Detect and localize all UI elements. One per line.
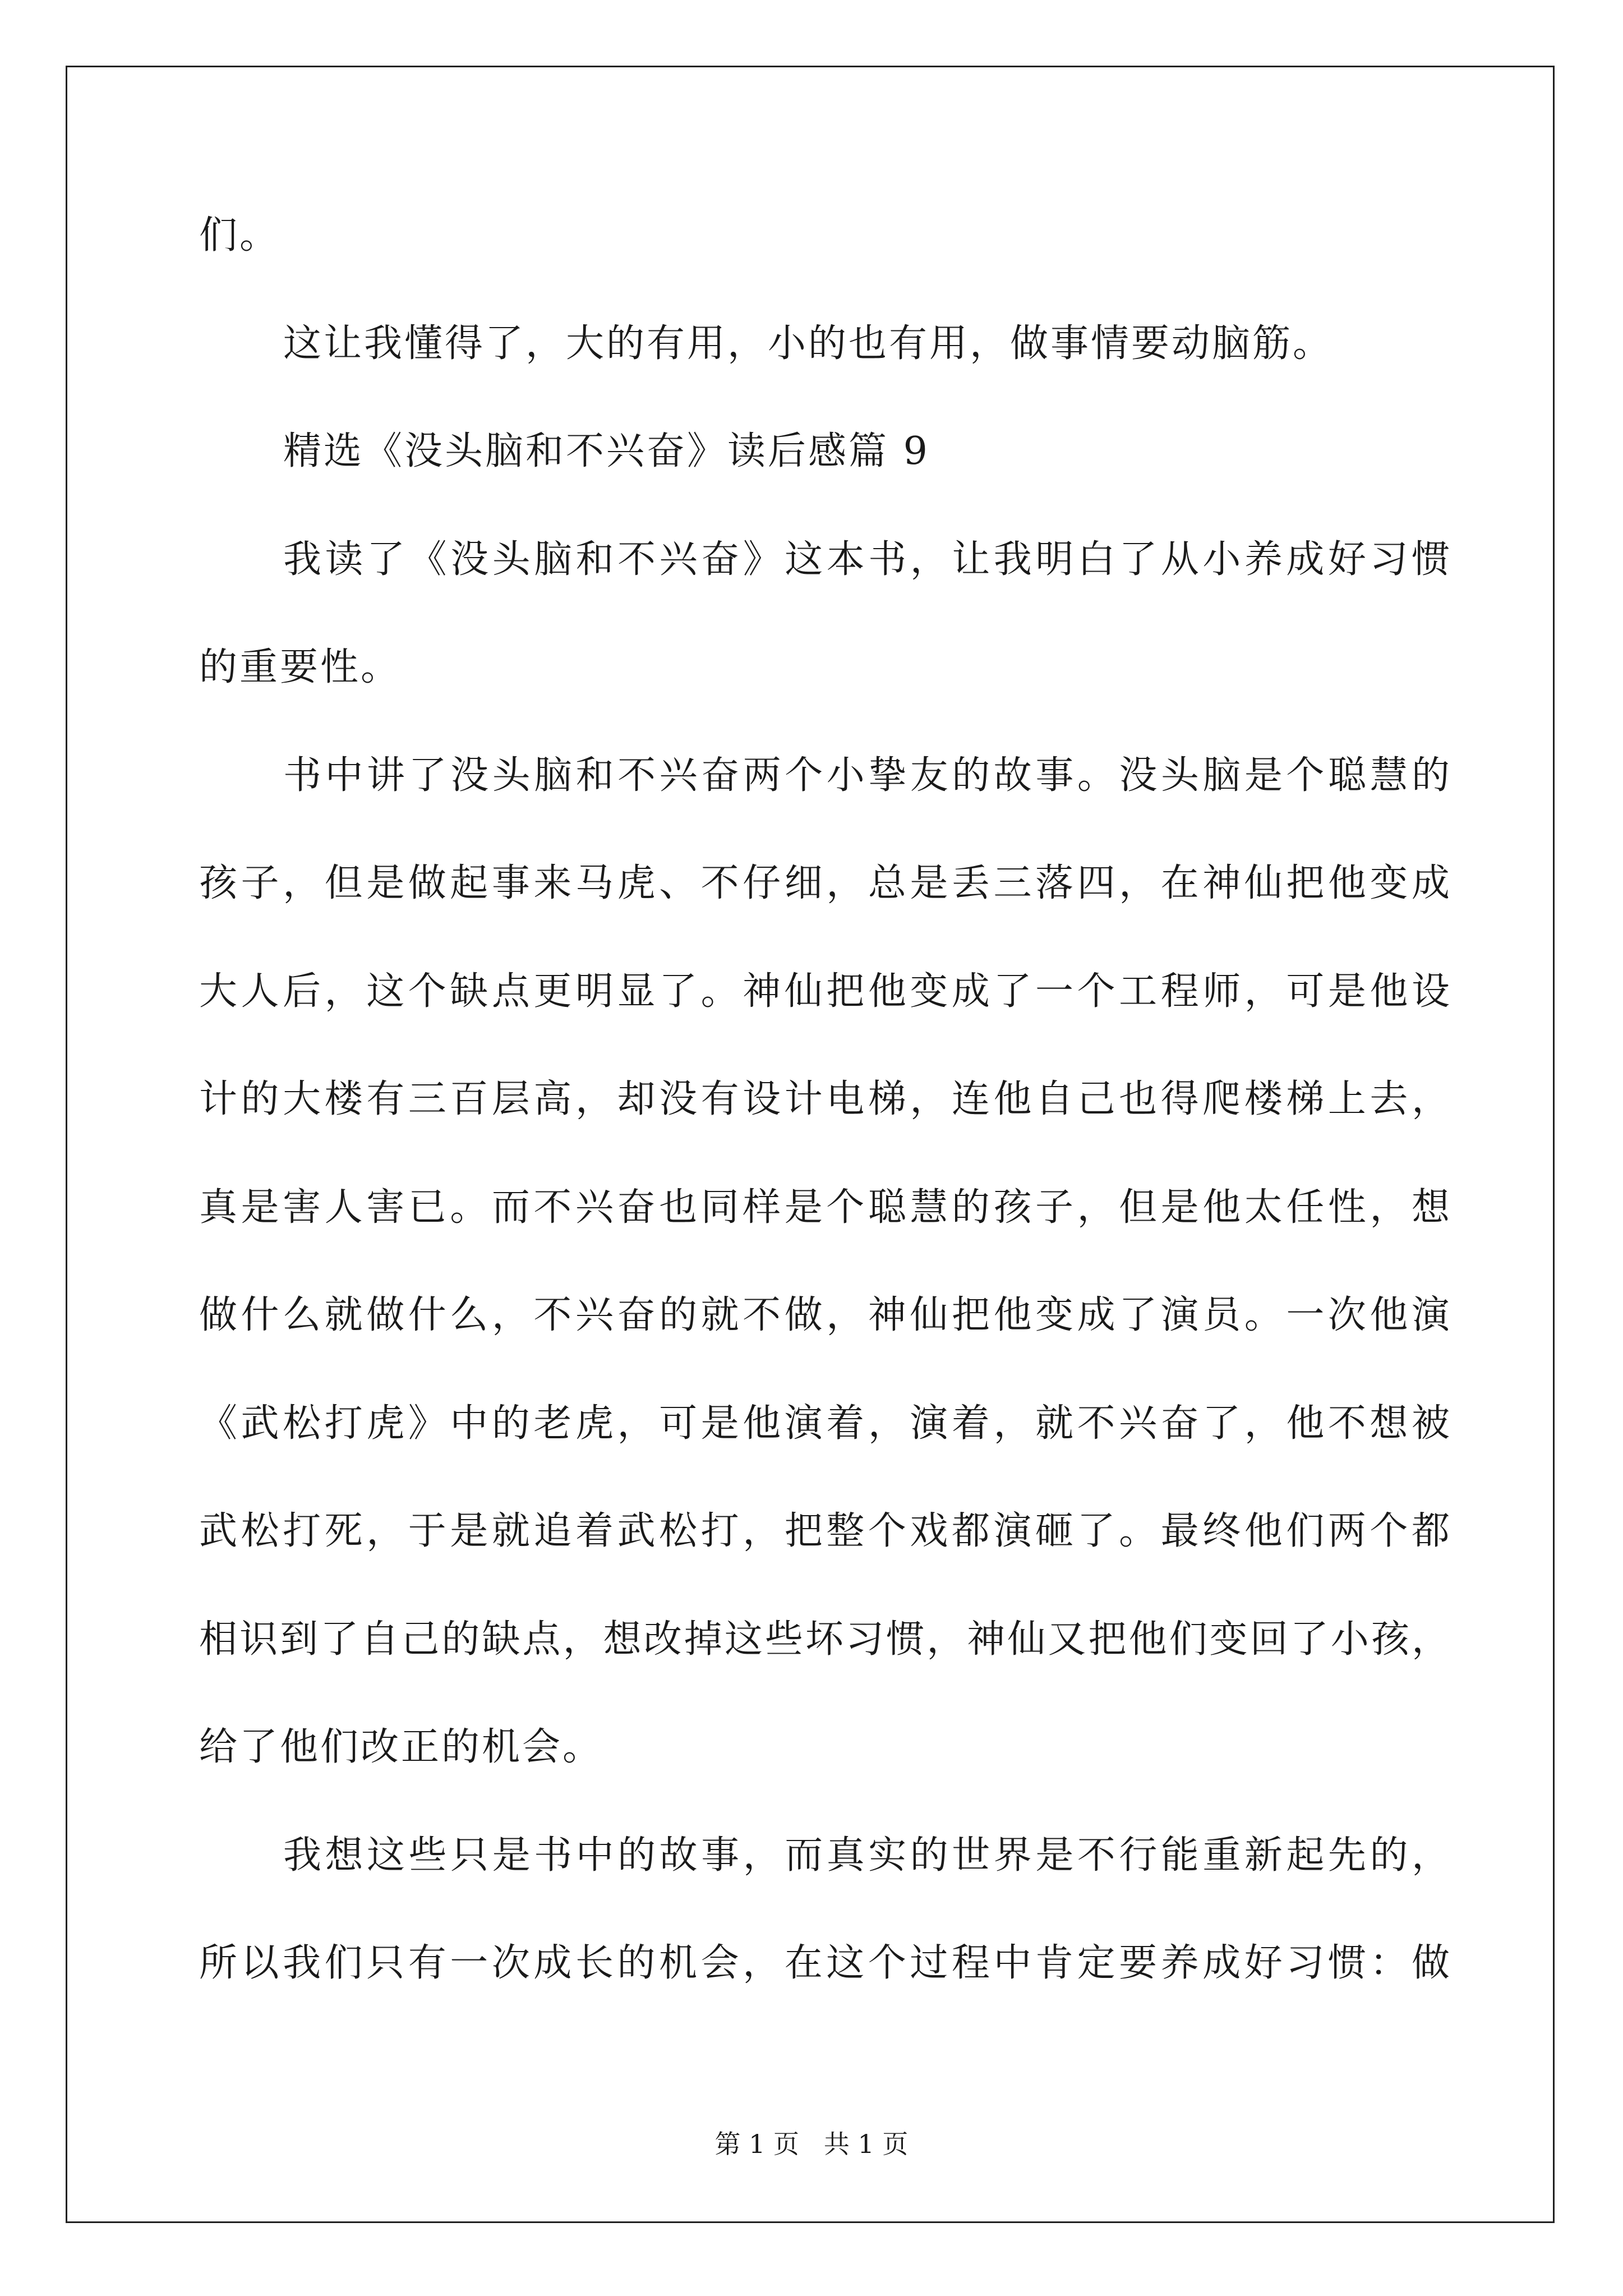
paragraph-line: 给了他们改正的机会。 (199, 1725, 603, 1769)
page-number-footer: 第 1 页 共 1 页 (714, 2129, 909, 2159)
paragraph-line: 我想这些只是书中的故事，而真实的世界是不行能重新起先的， (283, 1833, 1450, 1878)
paragraph-line: 孩子，但是做起事来马虎、不仔细，总是丢三落四，在神仙把他变成 (199, 861, 1450, 905)
paragraph-line: 大人后，这个缺点更明显了。神仙把他变成了一个工程师，可是他设 (199, 969, 1450, 1014)
section-heading: 精选《没头脑和不兴奋》读后感篇 9 (283, 429, 930, 473)
paragraph-line: 书中讲了没头脑和不兴奋两个小挚友的故事。没头脑是个聪慧的 (283, 753, 1450, 798)
paragraph-line: 做什么就做什么，不兴奋的就不做，神仙把他变成了演员。一次他演 (199, 1293, 1450, 1337)
paragraph-line: 武松打死，于是就追着武松打，把整个戏都演砸了。最终他们两个都 (199, 1509, 1450, 1553)
paragraph-line: 这让我懂得了，大的有用，小的也有用，做事情要动脑筋。 (283, 321, 1334, 366)
paragraph-line: 《武松打虎》中的老虎，可是他演着，演着，就不兴奋了，他不想被 (199, 1401, 1450, 1446)
page-border (66, 66, 1555, 2223)
paragraph-line: 所以我们只有一次成长的机会，在这个过程中肯定要养成好习惯：做 (199, 1941, 1450, 1985)
paragraph-line: 相识到了自己的缺点，想改掉这些坏习惯，神仙又把他们变回了小孩， (199, 1617, 1450, 1662)
paragraph-line: 我读了《没头脑和不兴奋》这本书，让我明白了从小养成好习惯 (283, 537, 1450, 582)
paragraph-line: 计的大楼有三百层高，却没有设计电梯，连他自己也得爬楼梯上去， (199, 1077, 1450, 1121)
paragraph-line: 们。 (199, 213, 280, 257)
paragraph-line: 的重要性。 (199, 645, 402, 689)
paragraph-line: 真是害人害已。而不兴奋也同样是个聪慧的孩子，但是他太任性，想 (199, 1185, 1450, 1230)
